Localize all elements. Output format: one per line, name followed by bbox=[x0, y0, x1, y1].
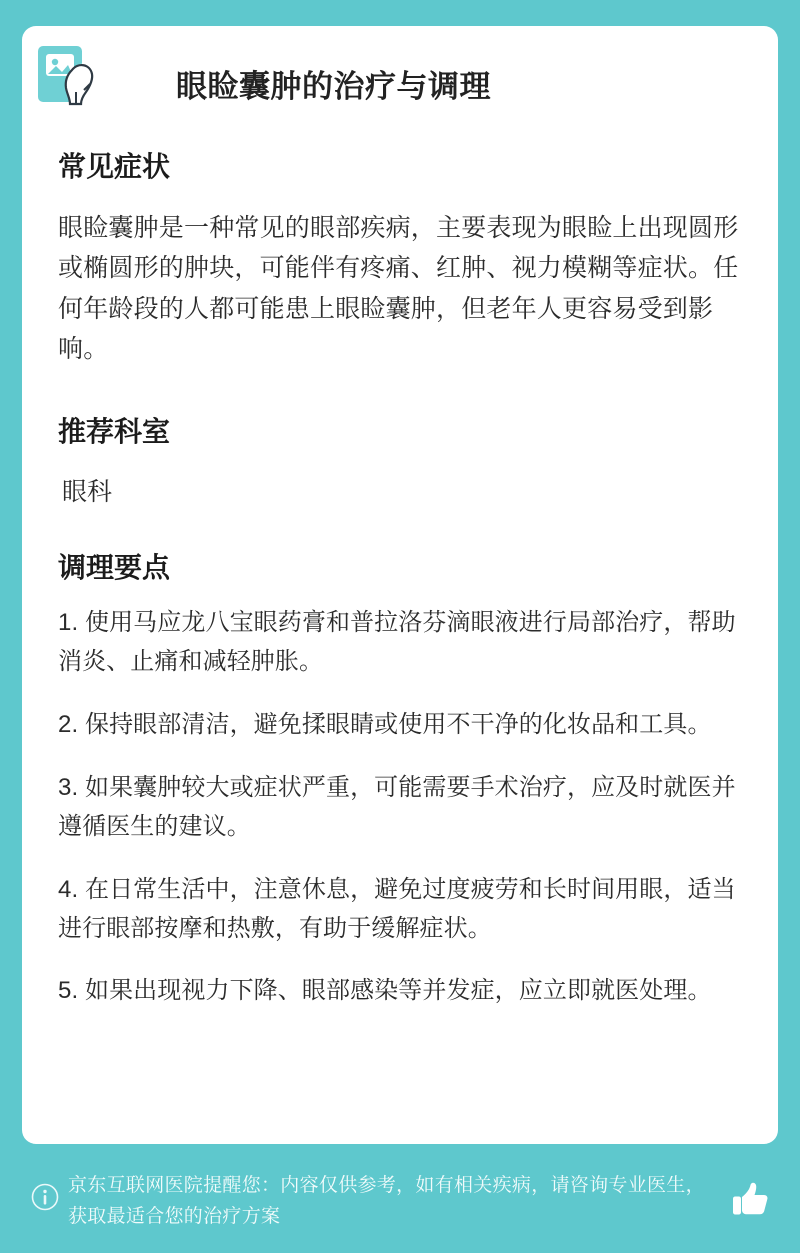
list-item: 3. 如果囊肿较大或症状严重，可能需要手术治疗，应及时就医并遵循医生的建议。 bbox=[58, 773, 736, 840]
section-heading-department: 推荐科室 bbox=[58, 415, 171, 447]
footer-disclaimer bbox=[22, 1160, 778, 1233]
list-item: 2. 保持眼部清洁，避免揉眼睛或使用不干净的化妆品和工具。 bbox=[58, 711, 712, 739]
section-body-symptoms: 眼睑囊肿是一种常见的眼部疾病，主要表现为眼睑上出现圆形或椭圆形的肿块，可能伴有疼痛、红肿、视力模糊等症状。任何年龄段的人都可能患上眼睑囊肿，但老年人更容易受到影响。 bbox=[58, 213, 739, 364]
page-title: 眼睑囊肿的治疗与调理 bbox=[176, 69, 491, 104]
section-heading-tips: 调理要点 bbox=[58, 551, 171, 583]
document-image-icon bbox=[34, 40, 110, 116]
info-circle-icon bbox=[30, 1182, 60, 1212]
section-heading-symptoms: 常见症状 bbox=[58, 151, 171, 183]
article-card bbox=[22, 26, 778, 1144]
list-item: 4. 在日常生活中，注意休息，避免过度疲劳和长时间用眼，适当进行眼部按摩和热敷，有助于缓解症状。 bbox=[58, 875, 736, 942]
thumbs-up-icon[interactable] bbox=[730, 1178, 770, 1222]
footer-text: 京东互联网医院提醒您：内容仅供参考，如有相关疾病，请咨询专业医生，获取最适合您的治疗方案 bbox=[68, 1175, 705, 1228]
list-item: 1. 使用马应龙八宝眼药膏和普拉洛芬滴眼液进行局部治疗，帮助消炎、止痛和减轻肿胀。 bbox=[58, 609, 736, 676]
section-body-department: 眼科 bbox=[62, 477, 113, 506]
list-item: 5. 如果出现视力下降、眼部感染等并发症，应立即就医处理。 bbox=[58, 977, 712, 1005]
